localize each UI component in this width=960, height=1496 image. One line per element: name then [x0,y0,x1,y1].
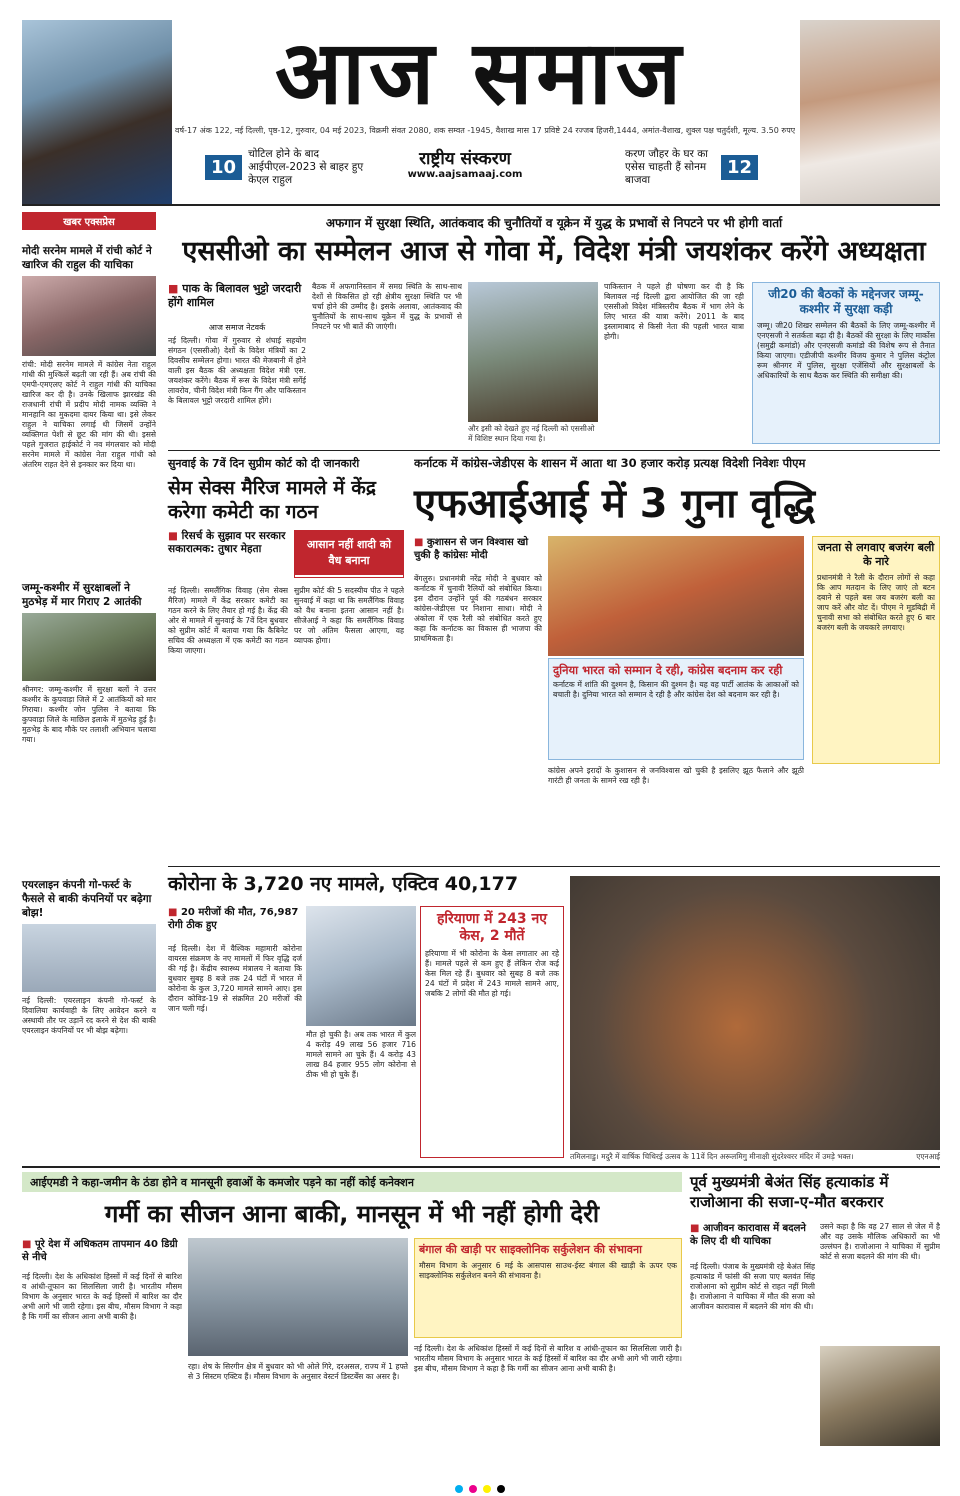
masthead-photo-left [22,20,172,205]
same-sex-body: सुप्रीम कोर्ट की 5 सदस्यीय पीठ ने पहले सुनवाई में कहा था कि समलैंगिक विवाह को वैध बनाना इतना आसान नहीं है। सीजेआई ने कहा कि समलैंगिक विवाह पर जो अंतिम फैसला आएगा, वह व्यापक होगा। [294,586,404,645]
rajoana-photo [820,1346,940,1446]
weather-kicker: आईएमडी ने कहा-जमीन के ठंडा होने व मानसूनी हवाओं के कमजोर पड़ने का नहीं कोई कनेक्शन [30,1176,414,1189]
karnataka-box-headline: दुनिया भारत को सम्मान दे रही, कांग्रेस बदनाम कर रही [553,663,783,677]
same-sex-subhead: ■ रिसर्च के सुझाव पर सरकार सकारात्मक: तुषार मेहता [168,530,288,556]
lead-subhead: ■ पाक के बिलावल भुट्टो जरदारी होंगे शामिल [168,282,306,310]
teaser-text: चोटिल होने के बाद आईपीएल-2023 से बाहर हुए केएल राहुल [248,148,364,186]
weather-body: नई दिल्ली। देश के अधिकांश हिस्सों में कई दिनों से बारिश व आंधी-तूफान का सिलसिला जारी है। भारतीय मौसम विभाग के अनुसार भारत के कई हिस्सों में बारिश का दौर अभी आगे भी जारी रहेगा। इस बीच, मौसम विभाग ने कहा है कि गर्मी का सीजन आना अभी बाकी है। [22,1272,182,1321]
story-photo [22,924,156,992]
g20-box [752,282,940,444]
cyclone-box [414,1238,682,1338]
section-rule [22,1166,940,1168]
karnataka-body: बेंगलुरु। प्रधानमंत्री नरेंद्र मोदी ने बुधवार को कर्नाटक में चुनावी रैलियों को संबोधित किया। इस दौरान उन्होंने पूर्व की गठबंधन सरकार कांग्रेस-जेडीएस पर निशाना साधा। मोदी ने अंकोला में एक रैली को संबोधित करते हुए कहा कि कर्नाटक का विकास ही भाजपा की प्राथमिकता है। [414,574,542,643]
haryana-box [420,906,564,1158]
bajrang-headline: जनता से लगवाए बजरंग बली के नारे [817,541,935,568]
photo-credit: एएनआई [916,1152,940,1161]
lead-body: पाकिस्तान ने पहले ही घोषणा कर दी है कि बिलावल नई दिल्ली द्वारा आयोजित की जा रही एससीओ विदेश मंत्रिस्तरीय बैठक में भाग लेने के लिए भारत की यात्रा करेंगे। 2011 के बाद इस्लामाबाद से किसी नेता की पहली भारत यात्रा होगी। [604,282,744,341]
g20-body: जम्मू। जी20 शिखर सम्मेलन की बैठकों के लिए जम्मू-कश्मीर में एनएसजी ने सतर्कता बढ़ा दी है। बैठकों की सुरक्षा के लिए मार्कोस (समुद्री कमांडो) और एनएसजी कमांडो की विशेष रूप से तैनात किया जाएगा। एडीजीपी कश्मीर विजय कुमार ने पुलिस कंट्रोल रूम श्रीनगर में पुलिस, सुरक्षा एजेंसियों और सुरक्षाबलों के अधिकारियों के साथ बैठक कर स्थिति की समीक्षा की। [757,321,935,380]
lead-byline: आज समाज नेटवर्क [208,323,266,332]
story-headline: एयरलाइन कंपनी गो-फर्स्ट के फैसले से बाकी कंपनियों पर बढ़ेगा बोझ! [22,879,152,919]
bajrang-box [812,536,940,764]
weather-photo [188,1238,408,1356]
karnataka-box-body: कर्नाटक में शांति की दुश्मन है, किसान की दुश्मन है। यह वह पार्टी आतंक के आकाओं को बचाती है। दुनिया भारत को सम्मान दे रही है और कांग्रेस देश को बदनाम कर रही है। [553,680,799,699]
corona-body: मौत हो चुकी है। अब तक भारत में कुल 4 करोड़ 49 लाख 56 हजार 716 मामले सामने आ चुके हैं। 4 करोड़ 43 लाख 84 हजार 955 लोग कोरोना से ठीक भी हो चुके हैं। [306,1030,416,1079]
rajoana-body: उसने कहा है कि वह 27 साल से जेल में है और वह उसके मौलिक अधिकारों का भी उल्लंघन है। राजोआना ने याचिका में सुप्रीम कोर्ट से सजा बदलने की मांग की थी। [820,1222,940,1261]
story-body: श्रीनगर: जम्मू-कश्मीर में सुरक्षा बलों ने उत्तर कश्मीर के कुपवाड़ा जिले में 2 आतंकियों को मार गिराया। कश्मीर जोन पुलिस ने बताया कि कुपवाड़ा जिले के माछिल इलाके में मुठभेड़ हुई है। मुठभेड़ के बाद मौके पर तलाशी अभियान चलाया गया। [22,685,156,744]
cyclone-headline: बंगाल की खाड़ी पर साइक्लोनिक सर्कुलेशन की संभावना [419,1243,642,1256]
haryana-headline: हरियाणा में 243 नए केस, 2 मौतें [436,911,547,944]
karnataka-photo [548,536,804,656]
haryana-body: हरियाणा में भी कोरोना के केस लगातार आ रहे हैं। मामले पहले से कम हुए हैं लेकिन रोज कई केस मिल रहे हैं। बुधवार को सुबह 8 बजे तक 24 घंटों में प्रदेश में 243 मामले सामने आए, जबकि 2 लोगों की मौत हो गई। [425,949,559,998]
bajrang-body: प्रधानमंत्री ने रैली के दौरान लोगों से कहा कि आप मतदान के लिए जाएं तो बटन दबाने से पहले बस जय बजरंग बली का जाप करें और वोट दें। पीएम ने मूडबिद्री में चुनावी सभा को संबोधित करते हुए 6 बार बजरंग बली के जयकारे लगवाए। [817,573,935,632]
karnataka-subhead: ■ कुशासन से जन विश्वास खो चुकी है कांग्रेसः मोदी [414,536,542,562]
weather-body-text: नई दिल्ली। देश के अधिकांश हिस्सों में कई दिनों से बारिश व आंधी-तूफान का सिलसिला जारी है। भारतीय मौसम विभाग के अनुसार भारत के कई हिस्सों में बारिश का दौर अभी आगे भी जारी रहेगा। इस बीच, मौसम विभाग ने कहा है कि गर्मी का सीजन आना अभी बाकी है। [414,1344,682,1373]
lead-photo-caption: और इसी को देखते हुए नई दिल्ली को एससीओ में विशिष्ट स्थान दिया गया है। [468,424,595,443]
edition-box [390,146,540,180]
story-body: नई दिल्ली: एयरलाइन कंपनी गो-फर्स्ट के दिवालिया कार्यवाही के लिए आवेदन करने व अस्थायी तौर पर उड़ानें रद करने से देश की बाकी एयरलाइन कंपनियों पर भी बोझ बढ़ेगा। [22,996,156,1035]
photo-caption-text: तमिलनाडु। मदुरै में वार्षिक चिथिरई उत्सव के 11वें दिन अरूलमिगु मीनाक्षी सुंदरेश्वरर मंदिर में उमड़े भक्त। [570,1152,854,1161]
teaser-right[interactable] [625,148,758,187]
khabar-express-label: खबर एक्सप्रेस [22,212,156,230]
corona-headline: कोरोना के 3,720 नए मामले, एक्टिव 40,177 [168,873,519,895]
same-sex-kicker: सुनवाई के 7वें दिन सुप्रीम कोर्ट को दी जानकारी [168,457,360,470]
website-label: www.aajsamaaj.com [407,169,523,180]
karnataka-body: कांग्रेस अपने इरादों के कुशासन से जनविश्वास खो चुकी है इसलिए झूठ फैलाने और झूठी गारंटी ही जनता के सामने रख रही है। [548,766,804,785]
same-sex-box-label: आसान नहीं शादी को वैध बनाना [295,531,403,575]
cyclone-body: मौसम विभाग के अनुसार 6 मई के आसपास साउथ-ईस्ट बंगाल की खाड़ी के ऊपर एक साइक्लोनिक सर्कुलेशन बनने की संभावना है। [419,1261,677,1280]
section-rule [168,866,940,867]
section-rule [168,450,940,451]
weather-body [414,1344,682,1476]
rajoana-subhead: ■ आजीवन कारावास में बदलने के लिए दी थी याचिका [690,1222,815,1248]
teaser-page-number: 12 [721,155,758,180]
corona-subhead: ■ 20 मरीजों की मौत, 76,987 रोगी ठीक हुए [168,906,302,932]
masthead-photo-right [800,20,940,205]
teaser-left[interactable] [205,148,378,187]
story-body: रांची: मोदी सरनेम मामले में कांग्रेस नेता राहुल गांधी की मुश्किलें बढ़ती जा रही हैं। अब रांची की एमपी-एमएलए कोर्ट ने राहुल गांधी की याचिका खारिज कर दी है। उनके खिलाफ झारखंड की राजधानी रांची में प्रदीप मोदी नामक व्यक्ति ने मानहानि का मुकदमा दायर किया था। इसे लेकर राहुल ने याचिका लगाई थी जिसमें उन्होंने व्यक्तिगत पेशी से छूट की मांग की थी। इससे पहले गुजरात हाईकोर्ट ने नव मंगलवार को मोदी सरनेम मामले में कांग्रेस नेता राहुल गांधी को अंतरिम राहत देने से इनकार कर दिया था। [22,360,156,469]
khabar-express-column [22,212,156,1252]
lead-photo [468,282,598,422]
g20-headline: जी20 की बैठकों के मद्देनजर जम्मू-कश्मीर में सुरक्षा कड़ी [768,287,924,316]
masthead-info-line: वर्ष-17 अंक 122, नई दिल्ली, पृष्ठ-12, गुरुवार, 04 मई 2023, विक्रमी संवत 2080, शक सम्वत -1945, वैशाख मास 17 प्रविष्टे 24 रज्जब हिजरी,1444, अमांत-वैशाख, शुक्ल पक्ष चतुर्दशी, मूल्य. 3.50 रुपए [175,126,795,135]
corona-body: नई दिल्ली। देश में वैश्विक महामारी कोरोना वायरस संक्रमण के नए मामलों में फिर वृद्धि दर्ज की गई है। केंद्रीय स्वास्थ्य मंत्रालय ने बताया कि बुधवार सुबह 8 बजे तक 24 घंटों में भारत में कोरोना के कुल 3,720 मामले सामने आए। इस दौरान कोविड-19 से संक्रमित 20 मरीजों की जान चली गई। [168,944,302,1013]
masthead-rule [22,204,940,206]
karnataka-box [548,658,804,760]
corona-photo [306,906,416,1026]
lead-body: नई दिल्ली। गोवा में गुरुवार से शंघाई सहयोग संगठन (एससीओ) देशों के विदेश मंत्रियों का 2 दिवसीय सम्मेलन होगा। भारत की मेजबानी में होने वाली इस बैठक की अध्यक्षता विदेश मंत्री एस. जयशंकर करेंगे। बैठक में रूस के विदेश मंत्री सर्गेई लावरोव, चीनी विदेश मंत्री किन गैंग और पाकिस्तान के बिलावल भुट्टो जरदारी शामिल होंगे। [168,336,306,405]
registration-mark [497,1485,505,1493]
weather-subhead: ■ पूरे देश में अधिकतम तापमान 40 डिग्री से नीचे [22,1238,182,1264]
lead-body: बैठक में अफगानिस्तान में समग्र स्थिति के साथ-साथ देशों से विकसित हो रही क्षेत्रीय सुरक्षा स्थिति पर भी चर्चा होने की उम्मीद है। इसके अलावा, आतंकवाद की चुनौतियों के साथ-साथ यूक्रेन में युद्ध के प्रभावों से निपटने पर भी बातें की जाएंगी। [312,282,462,331]
story-headline: जम्मू-कश्मीर में सुरक्षाबलों ने मुठभेड़ में मार गिराए 2 आतंकी [22,582,142,608]
weather-body: रहा। शेष के सिरगीन क्षेत्र में बुधवार को भी ओले गिरे, दरअसल, राज्य में 1 हफ्ते से 3 सिस्टम एक्टिव हैं। मौसम विभाग के अनुसार वेस्टर्न डिस्टर्बेंस का असर है। [188,1362,408,1381]
story-photo [22,613,156,681]
same-sex-body: नई दिल्ली। समलैंगिक विवाह (सेम सेक्स मैरिज) मामले में केंद्र सरकार कमेटी का गठन करने के लिए तैयार हो गई है। केंद्र की ओर से मामले में सुनवाई के 7वें दिन बुधवार को सुप्रीम कोर्ट में बताया गया कि कैबिनेट सचिव की अध्यक्षता में एक कमेटी का गठन किया जाएगा। [168,586,288,655]
registration-mark [469,1485,477,1493]
story-photo [22,276,156,356]
weather-kicker-bar [22,1172,682,1192]
weather-headline: गर्मी का सीजन आना बाकी, मानसून में भी नहीं होगी देरी [104,1200,600,1228]
lead-kicker: अफगान में सुरक्षा स्थिति, आतंकवाद की चुनौतियों व यूक्रेन में युद्ध के प्रभावों से निपटने पर भी होगी वार्ता [325,216,783,230]
registration-mark [455,1485,463,1493]
teaser-text: करण जौहर के घर का एसेस चाहती हैं सोनम बाजवा [625,148,709,186]
festival-photo [570,876,940,1150]
rajoana-headline: पूर्व मुख्यमंत्री बेअंत सिंह हत्याकांड में राजोआना की सजा-ए-मौत बरकरार [690,1173,889,1211]
print-registration-bar [0,1482,960,1496]
rajoana-body: नई दिल्ली। पंजाब के मुख्यमंत्री रहे बेअंत सिंह हत्याकांड में फांसी की सजा पाए बलवंत सिंह राजोआना को सुप्रीम कोर्ट से राहत नहीं मिली है। राजोआना ने याचिका में मौत की सजा को आजीवन कारावास में बदलने की मांग की थी। [690,1262,815,1311]
registration-mark [483,1485,491,1493]
karnataka-headline: एफआईआई में 3 गुना वृद्धि [414,481,816,527]
lead-headline: एससीओ का सम्मेलन आज से गोवा में, विदेश मंत्री जयशंकर करेंगे अध्यक्षता [182,236,926,267]
story-headline: मोदी सरनेम मामले में रांची कोर्ट ने खारिज की राहुल की याचिका [22,245,152,271]
teaser-page-number: 10 [205,155,242,180]
same-sex-headline: सेम सेक्स मैरिज मामले में केंद्र करेगा कमेटी का गठन [168,477,376,523]
festival-photo-caption [570,1152,940,1162]
karnataka-kicker: कर्नाटक में कांग्रेस-जेडीएस के शासन में आता था 30 हजार करोड़ प्रत्यक्ष विदेशी निवेशः पीएम [414,456,806,470]
masthead-title: आज समाज [274,20,686,124]
edition-label: राष्ट्रीय संस्करण [419,149,511,169]
same-sex-box [294,530,404,578]
